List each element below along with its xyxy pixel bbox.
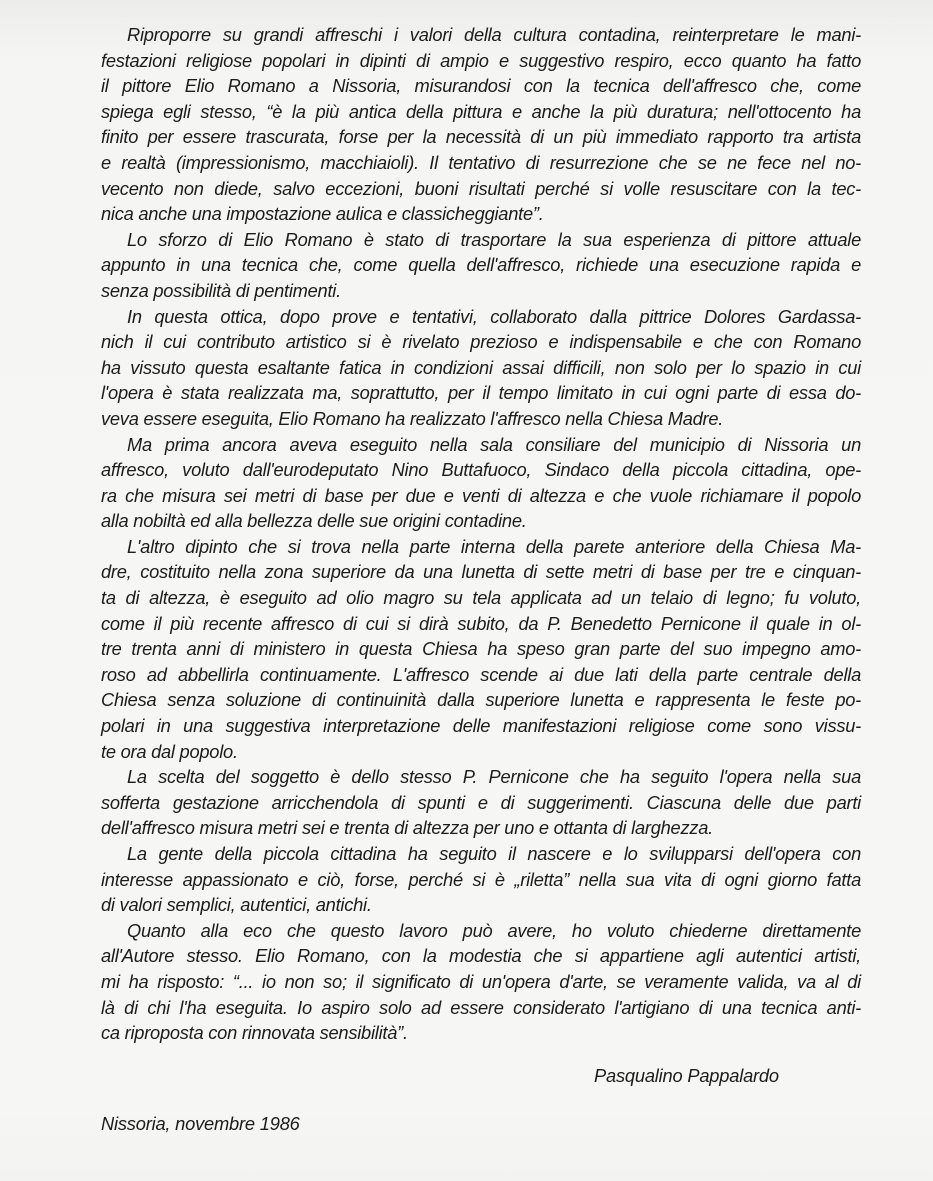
text-line: all'Autore stesso. Elio Romano, con la modestia che si appartiene agli autentici artisti, [101, 945, 861, 967]
place-and-date: Nissoria, novembre 1986 [101, 1113, 300, 1134]
text-line: La scelta del soggetto è dello stesso P. Pernicone che ha seguito l'opera nella sua [127, 766, 861, 788]
text-line: Ma prima ancora aveva eseguito nella sala consiliare del municipio di Nissoria un [127, 433, 861, 455]
text-line: festazioni religiose popolari in dipinti di ampio e suggestivo respiro, ecco quanto ha fatto [101, 49, 861, 71]
paragraph-2 [101, 227, 861, 304]
text-line: nica anche una impostazione aulica e classicheggiante”. [101, 203, 544, 225]
paragraph-7 [101, 841, 861, 918]
text-line: dre, costituito nella zona superiore da una lunetta di sette metri di base per tre e cinquan- [101, 561, 861, 583]
text-line: spiega egli stesso, “è la più antica della pittura e anche la più duratura; nell'ottocento ha [101, 100, 861, 122]
text-line: polari in una suggestiva interpretazione delle manifestazioni religiose come sono vissu- [101, 715, 861, 737]
text-line: roso ad abbellirla continuamente. L'affresco scende ai due lati della parte centrale della [101, 663, 861, 685]
text-line: ra che misura sei metri di base per due e venti di altezza e che vuole richiamare il popolo [101, 484, 861, 506]
text-line: appunto in una tecnica che, come quella dell'affresco, richiede una esecuzione rapida e [101, 254, 861, 276]
text-line: ca riproposta con rinnovata sensibilità”. [101, 1022, 408, 1044]
text-line: come il più recente affresco di cui si dirà subito, da P. Benedetto Pernicone il quale in ol- [101, 612, 861, 634]
paragraph-1 [101, 22, 861, 227]
text-line: dell'affresco misura metri sei e trenta di altezza per uno e ottanta di larghezza. [101, 817, 713, 839]
paragraph-3 [101, 304, 861, 432]
text-line: il pittore Elio Romano a Nissoria, misurandosi con la tecnica dell'affresco che, come [101, 75, 861, 97]
text-line: affresco, voluto dall'eurodeputato Nino Buttafuoco, Sindaco della piccola cittadina, ope- [101, 459, 861, 481]
text-line: La gente della piccola cittadina ha seguito il nascere e lo svilupparsi dell'opera con [127, 843, 861, 864]
text-line: te ora dal popolo. [101, 740, 238, 762]
text-line: ha vissuto questa esaltante fatica in condizioni assai difficili, non solo per lo spazio in cui [101, 356, 861, 378]
text-line: tre trenta anni di ministero in questa Chiesa ha speso gran parte del suo impegno amo- [101, 638, 861, 660]
text-line: e realtà (impressionismo, macchiaioli). Il tentativo di resurrezione che se ne fece nel no- [101, 151, 861, 173]
article-body [101, 22, 861, 1046]
author-signature: Pasqualino Pappalardo [594, 1065, 779, 1086]
text-line: nich il cui contributo artistico si è rivelato prezioso e indispensabile e che con Romano [101, 331, 861, 353]
text-line: di valori semplici, autentici, antichi. [101, 894, 372, 916]
paragraph-4 [101, 432, 861, 534]
paragraph-8 [101, 918, 861, 1046]
text-line: l'opera è stata realizzata ma, soprattutto, per il tempo limitato in cui ogni parte di essa do- [101, 382, 861, 404]
text-line: ta di altezza, è eseguito ad olio magro su tela applicata ad un telaio di legno; fu voluto, [101, 587, 861, 609]
paragraph-6 [101, 764, 861, 841]
text-line: Riproporre su grandi affreschi i valori della cultura contadina, reinterpretare le mani- [127, 24, 861, 45]
text-line: Quanto alla eco che questo lavoro può avere, ho voluto chiederne direttamente [127, 919, 861, 941]
text-line: mi ha risposto: “... io non so; il significato di un'opera d'arte, se veramente valida, va al di [101, 970, 861, 992]
text-line: senza possibilità di pentimenti. [101, 279, 341, 301]
text-line: In questa ottica, dopo prove e tentativi, collaborato dalla pittrice Dolores Gardassa- [127, 305, 861, 327]
text-line: vecento non diede, salvo eccezioni, buoni risultati perché si volle resuscitare con la tec- [101, 177, 861, 199]
text-line: interesse appassionato e ciò, forse, perché si è „riletta” nella sua vita di ogni giorno fatta [101, 868, 861, 890]
text-line: L'altro dipinto che si trova nella parte interna della parete anteriore della Chiesa Ma- [127, 535, 861, 557]
paragraph-5 [101, 534, 861, 764]
text-line: Chiesa senza soluzione di continuinità dalla superiore lunetta e rappresenta le feste po- [101, 689, 861, 711]
text-line: Lo sforzo di Elio Romano è stato di trasportare la sua esperienza di pittore attuale [127, 228, 861, 250]
text-line: alla nobiltà ed alla bellezza delle sue origini contadine. [101, 510, 527, 532]
text-line: finito per essere trascurata, forse per la necessità di un più immediato rapporto tra artista [101, 126, 861, 148]
text-line: là di chi l'ha eseguita. Io aspiro solo ad essere considerato l'artigiano di una tecnica anti- [101, 996, 861, 1018]
text-line: sofferta gestazione arricchendola di spunti e di suggerimenti. Ciascuna delle due parti [101, 791, 861, 813]
text-line: veva essere eseguita, Elio Romano ha realizzato l'affresco nella Chiesa Madre. [101, 407, 724, 429]
